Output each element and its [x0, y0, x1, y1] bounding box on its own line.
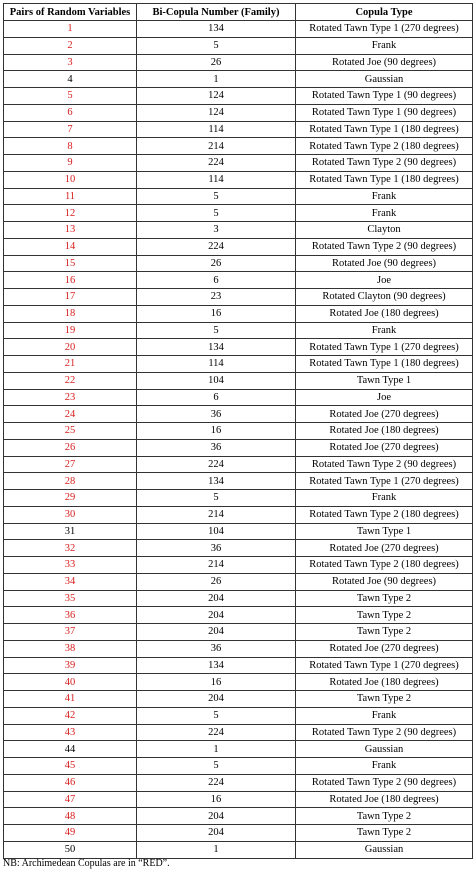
copula-type-cell [296, 456, 473, 473]
pair-cell: 37 [4, 624, 137, 641]
pair-cell: 32 [4, 540, 137, 557]
copula-type-label: Rotated Joe (180 degrees) [329, 308, 439, 320]
bicopula-number-cell: 214 [137, 506, 296, 523]
copula-type-label: Rotated Joe (180 degrees) [329, 793, 439, 805]
copula-type-cell [296, 523, 473, 540]
pair-cell: 8 [4, 138, 137, 155]
copula-type-label: Frank [371, 710, 397, 722]
bicopula-number-cell: 26 [137, 255, 296, 272]
header-row [4, 4, 473, 21]
copula-type-label: Rotated Tawn Type 2 (90 degrees) [311, 241, 457, 253]
bicopula-number-cell: 204 [137, 825, 296, 842]
table-row [4, 255, 473, 272]
bicopula-number-cell: 114 [137, 356, 296, 373]
bicopula-number-cell: 16 [137, 791, 296, 808]
copula-type-cell [296, 88, 473, 105]
table-row [4, 774, 473, 791]
table-row [4, 37, 473, 54]
bicopula-number-cell: 5 [137, 205, 296, 222]
copula-type-label: Frank [371, 760, 397, 772]
table-row [4, 573, 473, 590]
bicopula-number-cell: 6 [137, 389, 296, 406]
copula-type-label: Rotated Tawn Type 2 (90 degrees) [311, 726, 457, 738]
copula-type-cell [296, 155, 473, 172]
bicopula-number-cell: 224 [137, 774, 296, 791]
header-pairs: Pairs of Random Variables [4, 4, 137, 21]
pair-cell: 45 [4, 758, 137, 775]
copula-type-cell [296, 104, 473, 121]
table-row [4, 389, 473, 406]
bicopula-number-cell: 204 [137, 607, 296, 624]
copula-type-cell [296, 222, 473, 239]
copula-type-label: Gaussian [364, 73, 404, 85]
table-row [4, 456, 473, 473]
copula-type-cell [296, 657, 473, 674]
copula-type-cell [296, 590, 473, 607]
bicopula-number-cell: 104 [137, 523, 296, 540]
copula-type-label: Clayton [367, 224, 401, 236]
bicopula-number-cell: 134 [137, 339, 296, 356]
table-row [4, 289, 473, 306]
pair-cell: 25 [4, 423, 137, 440]
table-row [4, 171, 473, 188]
copula-type-cell [296, 506, 473, 523]
bicopula-number-cell: 5 [137, 188, 296, 205]
copula-type-label: Tawn Type 1 [356, 375, 412, 387]
copula-type-label: Gaussian [364, 844, 404, 856]
pair-cell: 17 [4, 289, 137, 306]
table-row [4, 155, 473, 172]
copula-type-cell [296, 808, 473, 825]
table-row [4, 624, 473, 641]
copula-type-label: Rotated Tawn Type 2 (90 degrees) [311, 777, 457, 789]
pair-cell: 47 [4, 791, 137, 808]
pair-cell: 2 [4, 37, 137, 54]
table-row [4, 590, 473, 607]
copula-type-cell [296, 640, 473, 657]
table-row [4, 439, 473, 456]
copula-type-label: Rotated Tawn Type 1 (180 degrees) [309, 358, 459, 370]
pair-cell: 40 [4, 674, 137, 691]
pair-cell: 15 [4, 255, 137, 272]
copula-type-label: Tawn Type 2 [356, 827, 412, 839]
table-row [4, 205, 473, 222]
copula-type-cell [296, 557, 473, 574]
table-row [4, 540, 473, 557]
table-row [4, 423, 473, 440]
table-row [4, 305, 473, 322]
table-row [4, 238, 473, 255]
copula-type-cell [296, 205, 473, 222]
copula-type-cell [296, 691, 473, 708]
copula-type-cell [296, 791, 473, 808]
copula-type-label: Rotated Tawn Type 1 (180 degrees) [309, 123, 459, 135]
pair-cell: 21 [4, 356, 137, 373]
table-row [4, 339, 473, 356]
copula-type-label: Rotated Tawn Type 2 (180 degrees) [309, 559, 459, 571]
bicopula-number-cell: 5 [137, 322, 296, 339]
pair-cell: 19 [4, 322, 137, 339]
bicopula-number-cell: 124 [137, 104, 296, 121]
copula-type-cell [296, 54, 473, 71]
copula-type-cell [296, 171, 473, 188]
copula-type-cell [296, 758, 473, 775]
pair-cell: 18 [4, 305, 137, 322]
copula-type-label: Rotated Joe (270 degrees) [329, 542, 439, 554]
bicopula-number-cell: 36 [137, 540, 296, 557]
table-row [4, 372, 473, 389]
table-row [4, 138, 473, 155]
copula-type-label: Rotated Tawn Type 1 (270 degrees) [309, 341, 459, 353]
bicopula-number-cell: 214 [137, 138, 296, 155]
copula-type-cell [296, 121, 473, 138]
copula-type-label: Rotated Tawn Type 2 (180 degrees) [309, 509, 459, 521]
bicopula-number-cell: 26 [137, 573, 296, 590]
copula-type-label: Rotated Tawn Type 2 (90 degrees) [311, 157, 457, 169]
pair-cell: 1 [4, 21, 137, 38]
bicopula-number-cell: 134 [137, 21, 296, 38]
pair-cell: 31 [4, 523, 137, 540]
copula-type-label: Tawn Type 2 [356, 810, 412, 822]
copula-type-label: Frank [371, 207, 397, 219]
pair-cell: 48 [4, 808, 137, 825]
copula-type-label: Joe [377, 274, 391, 286]
bicopula-number-cell: 1 [137, 741, 296, 758]
copula-type-cell [296, 540, 473, 557]
table-row [4, 322, 473, 339]
pair-cell: 22 [4, 372, 137, 389]
pair-cell: 20 [4, 339, 137, 356]
header-bicopula-number: Bi-Copula Number (Family) [137, 4, 296, 21]
table-row [4, 741, 473, 758]
copula-type-label: Rotated Tawn Type 2 (180 degrees) [309, 140, 459, 152]
pair-cell: 23 [4, 389, 137, 406]
bicopula-number-cell: 5 [137, 707, 296, 724]
bicopula-number-cell: 23 [137, 289, 296, 306]
pair-cell: 50 [4, 841, 137, 858]
bicopula-number-cell: 124 [137, 88, 296, 105]
bicopula-number-cell: 134 [137, 657, 296, 674]
copula-type-cell [296, 272, 473, 289]
copula-type-cell [296, 255, 473, 272]
copula-type-label: Rotated Tawn Type 1 (270 degrees) [309, 475, 459, 487]
copula-type-cell [296, 674, 473, 691]
bicopula-number-cell: 5 [137, 758, 296, 775]
copula-type-label: Rotated Joe (90 degrees) [331, 56, 437, 68]
copula-type-label: Frank [371, 324, 397, 336]
pair-cell: 38 [4, 640, 137, 657]
copula-type-cell [296, 372, 473, 389]
pair-cell: 12 [4, 205, 137, 222]
copula-type-cell [296, 439, 473, 456]
pair-cell: 4 [4, 71, 137, 88]
bicopula-number-cell: 3 [137, 222, 296, 239]
table-row [4, 71, 473, 88]
pair-cell: 41 [4, 691, 137, 708]
copula-type-cell [296, 238, 473, 255]
pair-cell: 13 [4, 222, 137, 239]
table-row [4, 88, 473, 105]
copula-type-label: Joe [377, 391, 391, 403]
pair-cell: 26 [4, 439, 137, 456]
copula-type-label: Rotated Joe (270 degrees) [329, 408, 439, 420]
copula-type-cell [296, 322, 473, 339]
copula-type-label: Rotated Joe (90 degrees) [331, 257, 437, 269]
bicopula-number-cell: 1 [137, 841, 296, 858]
table-row [4, 121, 473, 138]
table-row [4, 21, 473, 38]
bicopula-number-cell: 134 [137, 473, 296, 490]
bicopula-number-cell: 204 [137, 624, 296, 641]
bicopula-number-cell: 214 [137, 557, 296, 574]
copula-type-cell [296, 389, 473, 406]
copula-type-cell [296, 473, 473, 490]
table-row [4, 674, 473, 691]
copula-type-cell [296, 423, 473, 440]
pair-cell: 11 [4, 188, 137, 205]
bicopula-number-cell: 104 [137, 372, 296, 389]
pair-cell: 43 [4, 724, 137, 741]
copula-type-cell [296, 339, 473, 356]
copula-table [3, 3, 473, 859]
copula-type-label: Rotated Joe (270 degrees) [329, 643, 439, 655]
copula-type-cell [296, 607, 473, 624]
copula-type-label: Frank [371, 40, 397, 52]
copula-type-label: Rotated Tawn Type 2 (90 degrees) [311, 458, 457, 470]
pair-cell: 27 [4, 456, 137, 473]
table-row [4, 54, 473, 71]
pair-cell: 6 [4, 104, 137, 121]
table-row [4, 406, 473, 423]
bicopula-number-cell: 114 [137, 171, 296, 188]
table-row [4, 523, 473, 540]
copula-type-label: Rotated Tawn Type 1 (180 degrees) [309, 174, 459, 186]
bicopula-number-cell: 204 [137, 691, 296, 708]
footnote: NB: Archimedean Copulas are in “RED”. [3, 858, 170, 869]
copula-type-label: Rotated Tawn Type 1 (270 degrees) [309, 23, 459, 35]
table-row [4, 808, 473, 825]
pair-cell: 46 [4, 774, 137, 791]
copula-type-cell [296, 305, 473, 322]
bicopula-number-cell: 224 [137, 456, 296, 473]
pair-cell: 16 [4, 272, 137, 289]
copula-type-label: Frank [371, 492, 397, 504]
table-row [4, 707, 473, 724]
bicopula-number-cell: 224 [137, 724, 296, 741]
table-row [4, 691, 473, 708]
pair-cell: 39 [4, 657, 137, 674]
copula-type-cell [296, 490, 473, 507]
copula-type-label: Rotated Joe (180 degrees) [329, 425, 439, 437]
copula-type-label: Frank [371, 190, 397, 202]
copula-type-label: Rotated Joe (270 degrees) [329, 442, 439, 454]
bicopula-number-cell: 224 [137, 238, 296, 255]
table-row [4, 841, 473, 858]
table-row [4, 758, 473, 775]
pair-cell: 5 [4, 88, 137, 105]
table-row [4, 607, 473, 624]
pair-cell: 3 [4, 54, 137, 71]
pair-cell: 29 [4, 490, 137, 507]
pair-cell: 49 [4, 825, 137, 842]
bicopula-number-cell: 36 [137, 406, 296, 423]
pair-cell: 30 [4, 506, 137, 523]
bicopula-number-cell: 26 [137, 54, 296, 71]
copula-type-cell [296, 37, 473, 54]
pair-cell: 33 [4, 557, 137, 574]
copula-type-label: Tawn Type 2 [356, 592, 412, 604]
copula-type-cell [296, 624, 473, 641]
table-row [4, 222, 473, 239]
copula-type-cell [296, 841, 473, 858]
bicopula-number-cell: 16 [137, 305, 296, 322]
copula-type-cell [296, 289, 473, 306]
bicopula-number-cell: 6 [137, 272, 296, 289]
copula-type-cell [296, 21, 473, 38]
table-row [4, 506, 473, 523]
table-row [4, 791, 473, 808]
pair-cell: 44 [4, 741, 137, 758]
bicopula-number-cell: 16 [137, 674, 296, 691]
copula-type-cell [296, 707, 473, 724]
copula-type-label: Gaussian [364, 743, 404, 755]
copula-type-label: Rotated Joe (180 degrees) [329, 676, 439, 688]
pair-cell: 10 [4, 171, 137, 188]
copula-type-cell [296, 188, 473, 205]
copula-type-cell [296, 71, 473, 88]
pair-cell: 9 [4, 155, 137, 172]
copula-type-cell [296, 573, 473, 590]
pair-cell: 24 [4, 406, 137, 423]
bicopula-number-cell: 114 [137, 121, 296, 138]
bicopula-number-cell: 5 [137, 490, 296, 507]
bicopula-number-cell: 204 [137, 590, 296, 607]
table-row [4, 557, 473, 574]
bicopula-number-cell: 1 [137, 71, 296, 88]
copula-type-label: Rotated Joe (90 degrees) [331, 576, 437, 588]
table-row [4, 490, 473, 507]
bicopula-number-cell: 204 [137, 808, 296, 825]
copula-type-cell [296, 724, 473, 741]
bicopula-number-cell: 16 [137, 423, 296, 440]
table-body [4, 21, 473, 859]
copula-type-cell [296, 406, 473, 423]
copula-type-label: Tawn Type 2 [356, 609, 412, 621]
copula-type-label: Tawn Type 2 [356, 626, 412, 638]
copula-type-cell [296, 356, 473, 373]
pair-cell: 36 [4, 607, 137, 624]
table-row [4, 825, 473, 842]
table-row [4, 724, 473, 741]
copula-type-label: Rotated Tawn Type 1 (90 degrees) [311, 90, 457, 102]
pair-cell: 7 [4, 121, 137, 138]
table-row [4, 640, 473, 657]
table-row [4, 356, 473, 373]
table-row [4, 188, 473, 205]
bicopula-number-cell: 224 [137, 155, 296, 172]
copula-type-cell [296, 138, 473, 155]
copula-type-label: Tawn Type 1 [356, 525, 412, 537]
table-row [4, 104, 473, 121]
pair-cell: 14 [4, 238, 137, 255]
copula-type-label: Rotated Clayton (90 degrees) [322, 291, 446, 303]
bicopula-number-cell: 36 [137, 439, 296, 456]
table-row [4, 657, 473, 674]
table-row [4, 473, 473, 490]
bicopula-number-cell: 36 [137, 640, 296, 657]
table-row [4, 272, 473, 289]
table-header [4, 4, 473, 21]
header-copula-type: Copula Type [296, 4, 473, 21]
pair-cell: 42 [4, 707, 137, 724]
copula-type-cell [296, 774, 473, 791]
copula-type-label: Rotated Tawn Type 1 (90 degrees) [311, 107, 457, 119]
copula-type-label: Rotated Tawn Type 1 (270 degrees) [309, 659, 459, 671]
copula-type-cell [296, 741, 473, 758]
copula-type-label: Tawn Type 2 [356, 693, 412, 705]
pair-cell: 35 [4, 590, 137, 607]
bicopula-number-cell: 5 [137, 37, 296, 54]
pair-cell: 34 [4, 573, 137, 590]
pair-cell: 28 [4, 473, 137, 490]
copula-type-cell [296, 825, 473, 842]
